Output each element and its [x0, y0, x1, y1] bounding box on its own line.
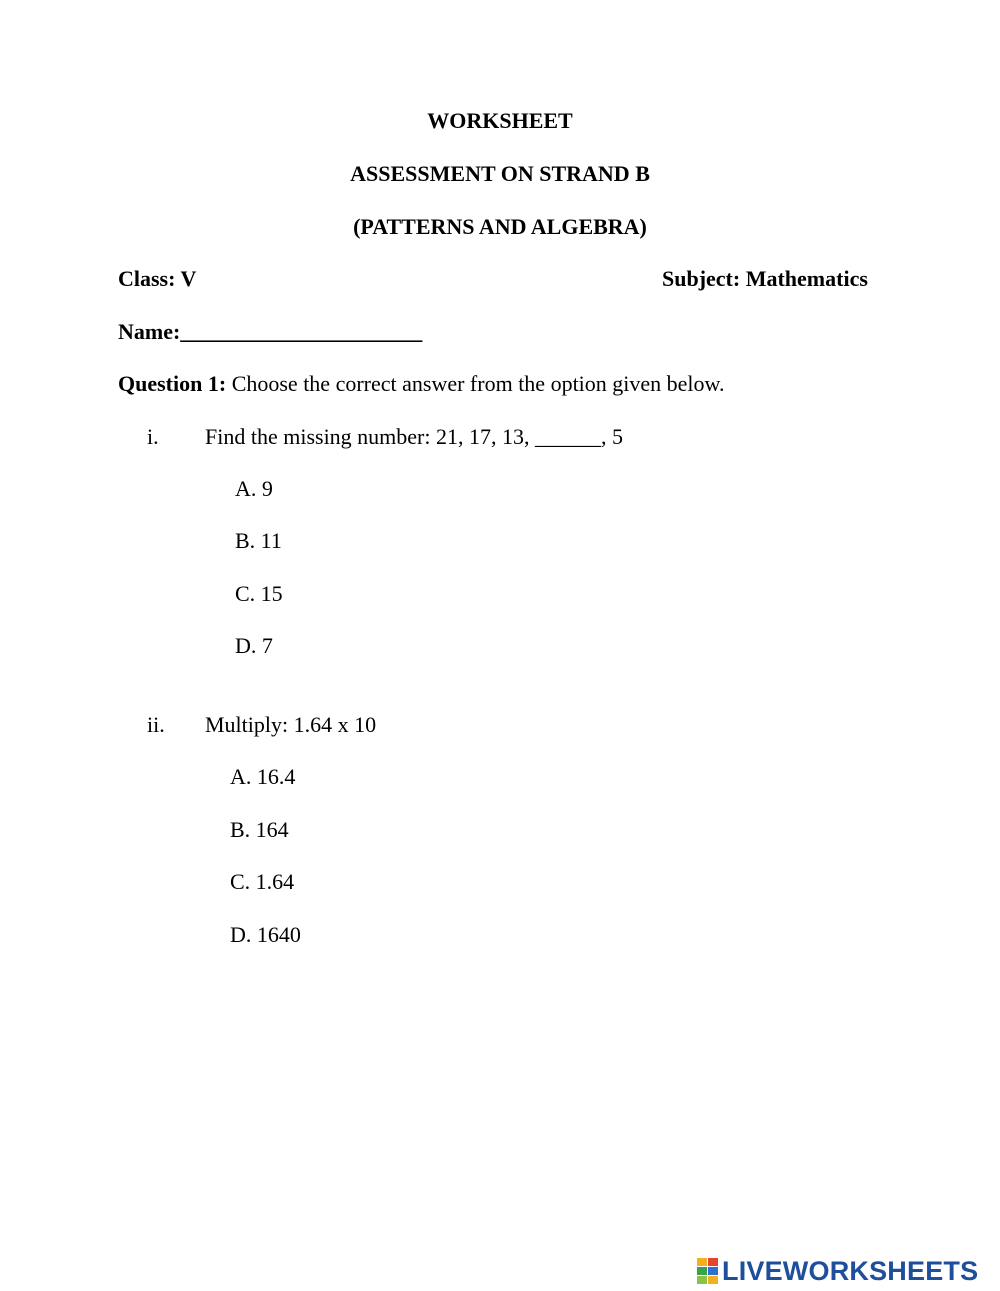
logo-tile [697, 1258, 707, 1266]
question-1-label: Question 1: [118, 371, 227, 396]
item-1-option-d: D. 7 [235, 633, 273, 658]
class-label: Class: V [118, 266, 197, 291]
item-1-option-b: B. 11 [235, 528, 282, 553]
question-1-heading [118, 373, 725, 395]
logo-text: LIVEWORKSHEETS [722, 1255, 979, 1286]
logo-tile [708, 1258, 718, 1266]
item-1-numeral: i. [147, 424, 159, 449]
liveworksheets-logo [697, 1257, 978, 1285]
question-1-instruction: Choose the correct answer from the option given below. [226, 371, 725, 396]
worksheet-topic: (PATTERNS AND ALGEBRA) [353, 214, 647, 239]
item-1-prompt: Find the missing number: 21, 17, 13, ______, 5 [205, 424, 623, 449]
logo-tile [697, 1267, 707, 1275]
logo-tile [697, 1276, 707, 1284]
item-1-option-c: C. 15 [235, 581, 283, 606]
subject-label: Subject: Mathematics [662, 266, 868, 291]
item-1-option-a: A. 9 [235, 476, 273, 501]
item-2-option-a: A. 16.4 [230, 764, 296, 789]
item-2-prompt: Multiply: 1.64 x 10 [205, 712, 377, 737]
item-2-option-c: C. 1.64 [230, 869, 295, 894]
logo-tile [708, 1276, 718, 1284]
logo-tile [708, 1267, 718, 1275]
worksheet-title: WORKSHEET [427, 108, 573, 133]
worksheet-subtitle: ASSESSMENT ON STRAND B [350, 161, 650, 186]
item-2-numeral: ii. [147, 712, 165, 737]
logo-tiles-icon [697, 1258, 718, 1284]
item-2-option-b: B. 164 [230, 817, 289, 842]
item-2-option-d: D. 1640 [230, 922, 301, 947]
name-field: Name:______________________ [118, 319, 423, 344]
